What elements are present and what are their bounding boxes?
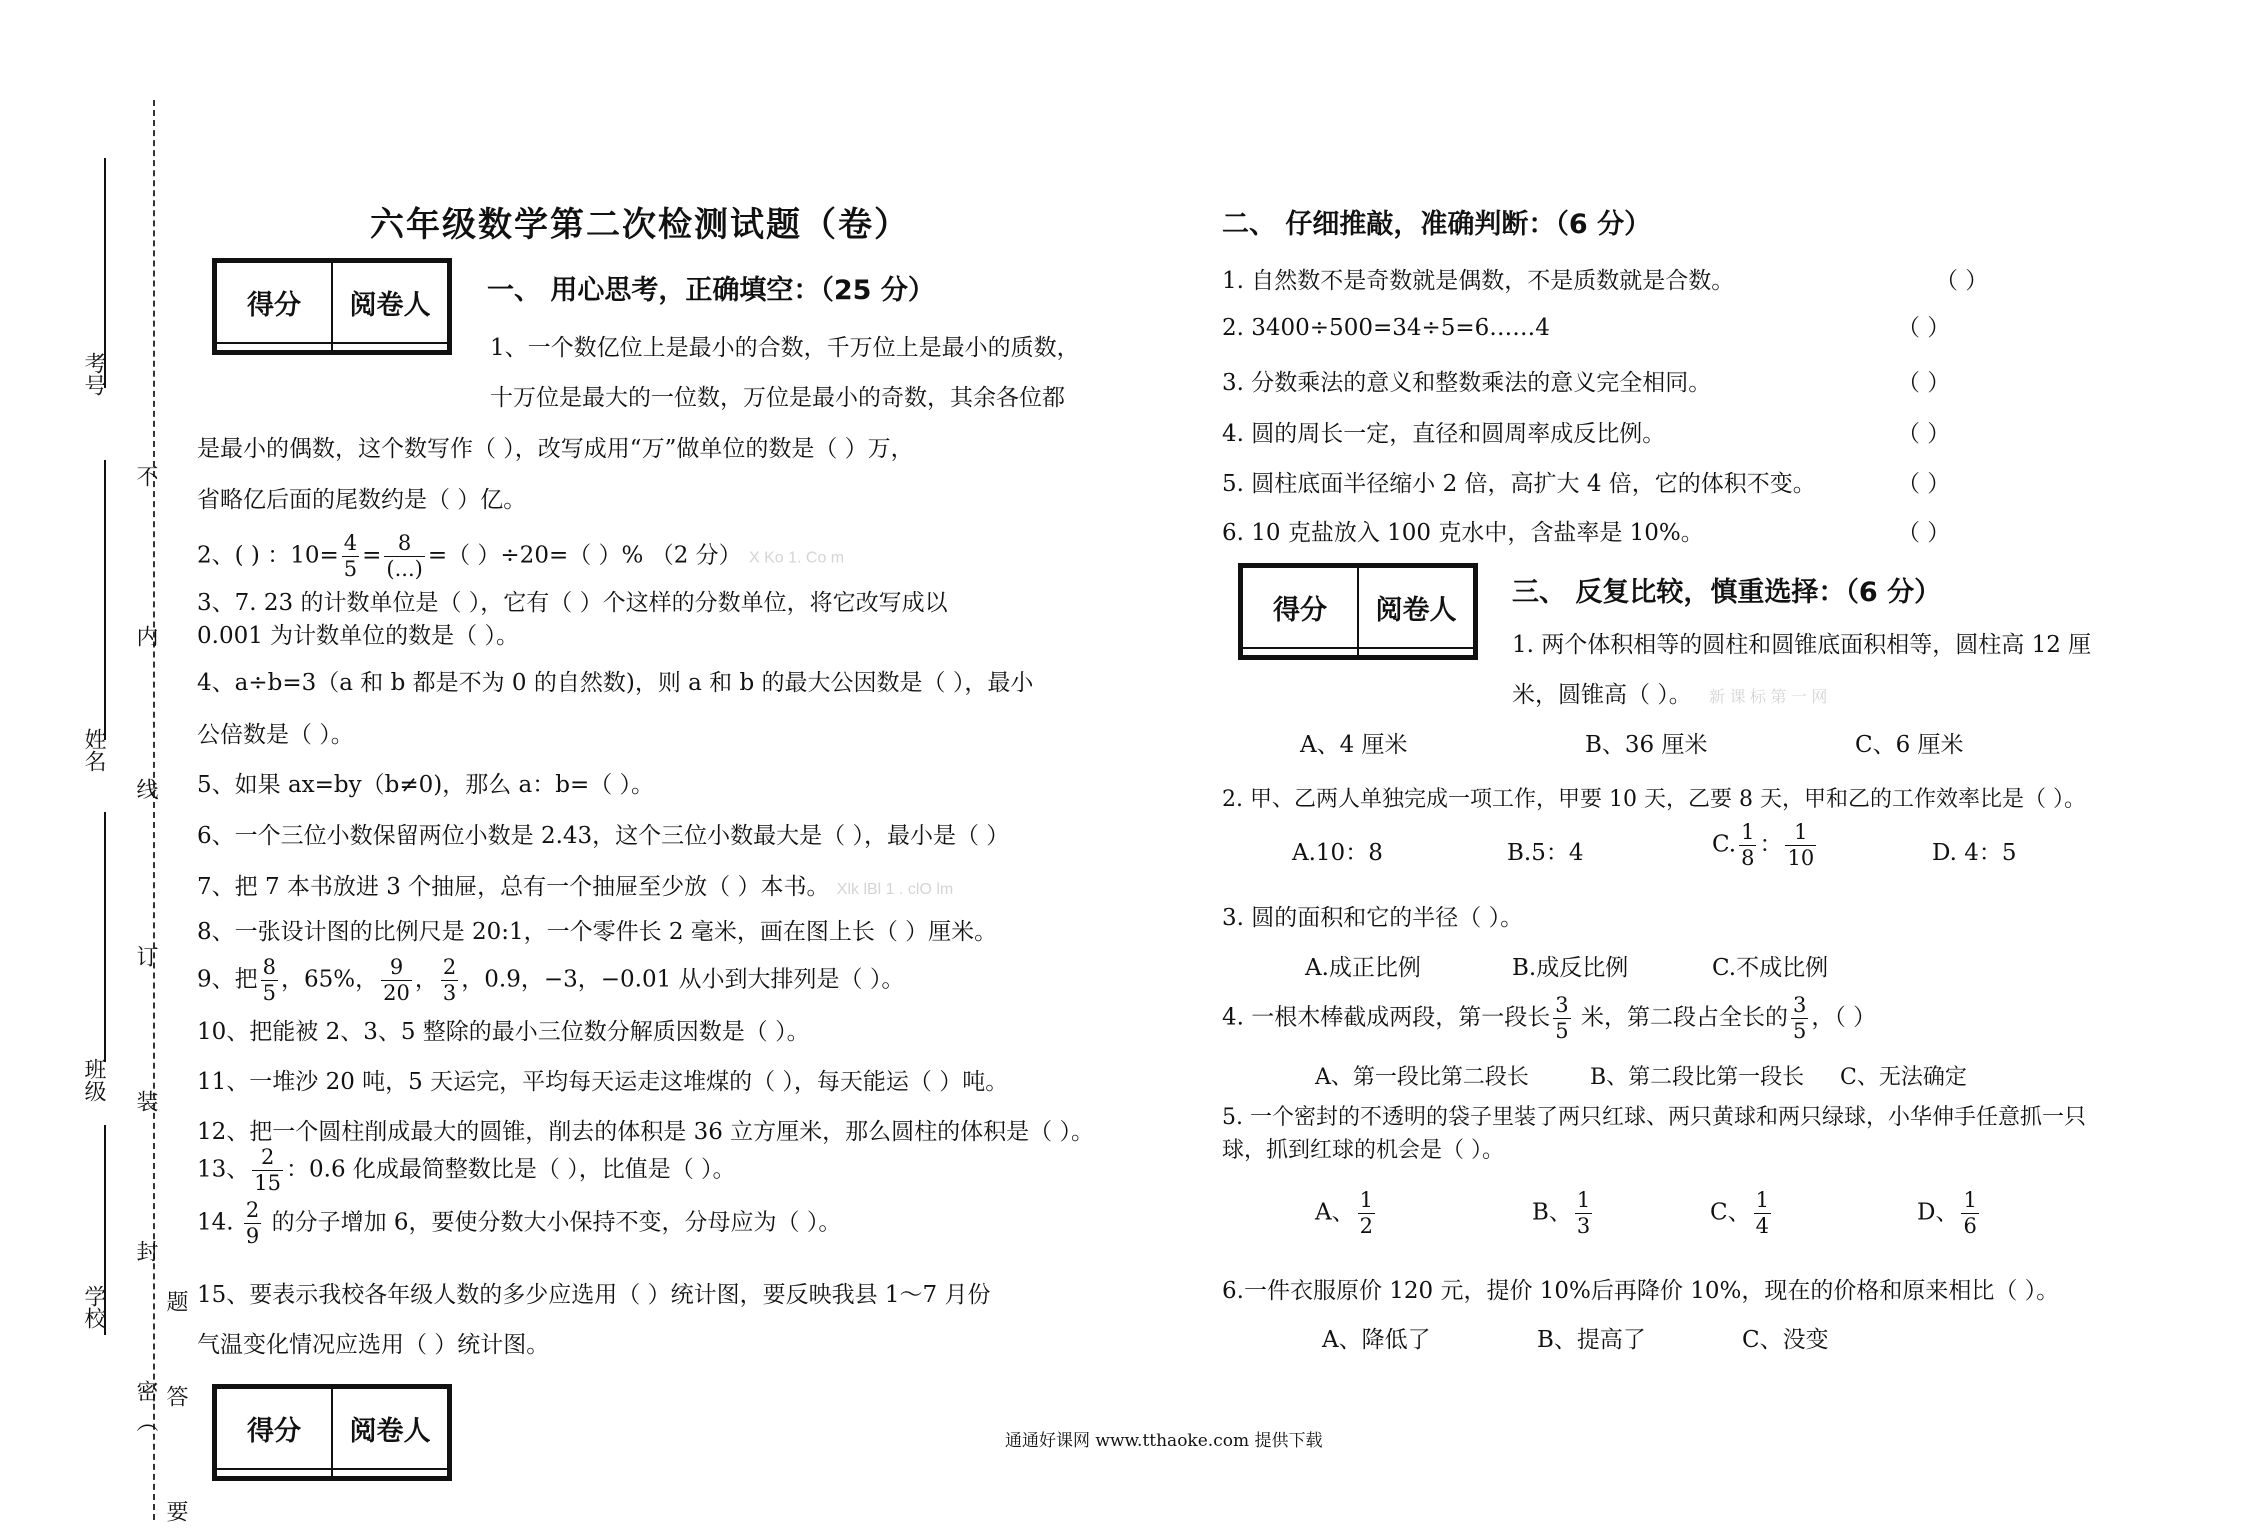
q7-text: 7、把 7 本书放进 3 个抽屉，总有一个抽屉至少放（ ）本书。 bbox=[197, 874, 830, 900]
score-label: 得分 bbox=[216, 1388, 332, 1469]
fraction-numerator: 1 bbox=[1963, 1188, 1977, 1212]
q13-text-a: 13、 bbox=[197, 1156, 250, 1183]
score-label: 得分 bbox=[216, 262, 332, 343]
label-school: 学校 bbox=[81, 1285, 106, 1329]
answer-paren[interactable]: （ ） bbox=[1897, 421, 1951, 447]
colon: ： bbox=[1759, 831, 1783, 858]
seal-char: 线 bbox=[133, 778, 158, 800]
answer-paren[interactable]: （ ） bbox=[1897, 520, 1951, 546]
fraction-denominator: 8 bbox=[1741, 846, 1755, 870]
q9-text-b: ，65%， bbox=[281, 966, 379, 993]
section1-heading: 一、 用心思考，正确填空：（25 分） bbox=[487, 275, 935, 306]
s3-q1-line2 bbox=[1512, 680, 1827, 713]
q1-line1: 1、一个数亿位上是最小的合数，千万位上是最小的质数， bbox=[490, 335, 1080, 361]
score-label: 得分 bbox=[1242, 567, 1358, 648]
fraction-denominator: 5 bbox=[1792, 1019, 1807, 1043]
s3-q1-text: 米，圆锥高（ ）。 bbox=[1512, 682, 1692, 708]
seal-char: 订 bbox=[133, 945, 158, 967]
fraction-numerator: 1 bbox=[1755, 1188, 1769, 1212]
q2-text-b: =（ ）÷20=（ ）% （2 分） bbox=[427, 542, 742, 569]
judge-item: 6. 10 克盐放入 100 克水中，含盐率是 10%。 bbox=[1222, 520, 1704, 546]
seal-char: 密 bbox=[133, 1380, 158, 1402]
option-label: A、 bbox=[1315, 1199, 1355, 1226]
s3-q1-line1: 1. 两个体积相等的圆柱和圆锥底面积相等，圆柱高 12 厘 bbox=[1512, 632, 2092, 658]
page-title: 六年级数学第二次检测试题（卷） bbox=[370, 205, 910, 245]
fraction-numerator: 3 bbox=[1555, 993, 1569, 1017]
s3-q4-text-a: 4. 一根木棒截成两段，第一段长 bbox=[1222, 1004, 1551, 1031]
fraction-numerator: 1 bbox=[1785, 822, 1816, 846]
q4-line2: 公倍数是（ ）。 bbox=[197, 722, 354, 748]
fraction-denominator: 3 bbox=[1576, 1214, 1591, 1238]
s3-q5-option[interactable] bbox=[1917, 1190, 1982, 1237]
seal-char: 要 bbox=[163, 1500, 188, 1522]
fraction-numerator: 2 bbox=[252, 1147, 283, 1171]
label-class: 班级 bbox=[81, 1058, 106, 1102]
fraction-numerator: 2 bbox=[245, 1198, 260, 1222]
watermark: 新 课 标 第 一 网 bbox=[1709, 689, 1828, 706]
s3-q4-text-b: 米，第二段占全长的 bbox=[1573, 1004, 1788, 1031]
score-box bbox=[1238, 563, 1478, 660]
reviewer-label: 阅卷人 bbox=[332, 1388, 448, 1469]
score-cell[interactable] bbox=[216, 1469, 332, 1477]
fraction-denominator: 9 bbox=[245, 1224, 260, 1248]
fraction-denominator: 15 bbox=[254, 1171, 282, 1195]
q1-line2: 十万位是最大的一位数，万位是最小的奇数，其余各位都 bbox=[490, 385, 1065, 411]
q2 bbox=[197, 533, 844, 580]
q5: 5、如果 ax=by（b≠0)，那么 a：b=（ ）。 bbox=[197, 772, 655, 798]
s3-q4 bbox=[1222, 995, 1876, 1042]
q14-text-b: 的分子增加 6，要使分数大小保持不变，分母应为（ ）。 bbox=[264, 1209, 842, 1236]
reviewer-cell[interactable] bbox=[332, 1469, 448, 1477]
binding-line-2 bbox=[104, 460, 106, 740]
watermark: X Ko 1. Co m bbox=[748, 549, 845, 567]
judge-item: 3. 分数乘法的意义和整数乘法的意义完全相同。 bbox=[1222, 370, 1712, 396]
fraction-denominator: 6 bbox=[1963, 1214, 1977, 1238]
score-box bbox=[212, 1384, 452, 1481]
option-label: D、 bbox=[1917, 1199, 1959, 1226]
s3-q5-line1: 5. 一个密封的不透明的袋子里装了两只红球、两只黄球和两只绿球，小华伸手任意抓一只 bbox=[1222, 1105, 2086, 1130]
fraction-numerator: 8 bbox=[262, 955, 277, 979]
fraction-numerator: 1 bbox=[1359, 1188, 1373, 1212]
q2-eq: = bbox=[362, 542, 382, 569]
fraction-denominator: 3 bbox=[442, 981, 457, 1005]
reviewer-cell[interactable] bbox=[1358, 648, 1474, 656]
q4-line1: 4、a÷b=3（a 和 b 都是不为 0 的自然数)，则 a 和 b 的最大公因数是（ ），最小 bbox=[197, 670, 1034, 696]
reviewer-cell[interactable] bbox=[332, 343, 448, 351]
answer-paren[interactable]: （ ） bbox=[1897, 370, 1951, 396]
binding-line-3 bbox=[104, 812, 106, 1062]
answer-paren[interactable]: （ ） bbox=[1897, 471, 1951, 497]
fraction-numerator: 3 bbox=[1792, 993, 1807, 1017]
seal-char: 不 bbox=[133, 465, 158, 487]
s3-q2-option[interactable]: D. 4：5 bbox=[1932, 840, 2017, 866]
s3-q5-option[interactable] bbox=[1710, 1190, 1774, 1237]
reviewer-label: 阅卷人 bbox=[332, 262, 448, 343]
watermark: Xlk lBl 1 . clO lm bbox=[836, 881, 954, 898]
s3-q4-option[interactable]: A、第一段比第二段长 bbox=[1315, 1065, 1529, 1090]
footer-credit: 通通好课网 www.tthaoke.com 提供下载 bbox=[1005, 1431, 1323, 1451]
s3-q6-option[interactable]: B、提高了 bbox=[1537, 1327, 1646, 1353]
q9-text-a: 9、把 bbox=[197, 966, 258, 993]
option-label: C、 bbox=[1710, 1199, 1751, 1226]
option-label: B、 bbox=[1532, 1199, 1572, 1226]
score-cell[interactable] bbox=[1242, 648, 1358, 656]
fraction-numerator: 8 bbox=[384, 533, 424, 557]
q9-text-c: ， bbox=[414, 966, 438, 993]
q3-line2: 0.001 为计数单位的数是（ ）。 bbox=[197, 623, 519, 649]
judge-item: 2. 3400÷500=34÷5=6……4 bbox=[1222, 315, 1550, 341]
fraction-numerator: 4 bbox=[343, 531, 358, 555]
q14 bbox=[197, 1200, 841, 1247]
answer-paren[interactable]: （ ） bbox=[1935, 268, 1989, 294]
answer-paren[interactable]: （ ） bbox=[1897, 315, 1951, 341]
s3-q6-option[interactable]: A、降低了 bbox=[1322, 1327, 1431, 1353]
q1-line4: 省略亿后面的尾数约是（ ）亿。 bbox=[197, 487, 527, 513]
fraction-denominator: 5 bbox=[1555, 1019, 1569, 1043]
q1-line3: 是最小的偶数，这个数写作（ ），改写成用“万”做单位的数是（ ）万， bbox=[197, 436, 914, 462]
s3-q2: 2. 甲、乙两人单独完成一项工作，甲要 10 天，乙要 8 天，甲和乙的工作效率比是（ ）。 bbox=[1222, 787, 2086, 812]
label-name: 姓名 bbox=[81, 728, 106, 772]
s3-q4-option[interactable]: B、第二段比第一段长 bbox=[1590, 1065, 1805, 1090]
q7 bbox=[197, 872, 953, 905]
q12: 12、把一个圆柱削成最大的圆锥，削去的体积是 36 立方厘米，那么圆柱的体积是（ ）。 bbox=[197, 1119, 1094, 1145]
s3-q2-option-c[interactable] bbox=[1712, 822, 1819, 869]
s3-q5-option[interactable] bbox=[1532, 1190, 1595, 1237]
s3-q5-option[interactable] bbox=[1315, 1190, 1378, 1237]
seal-char: （ bbox=[133, 1410, 158, 1432]
binding-dashed-line bbox=[153, 100, 155, 1520]
judge-item: 1. 自然数不是奇数就是偶数，不是质数就是合数。 bbox=[1222, 268, 1735, 294]
s3-q3-option[interactable]: A.成正比例 bbox=[1305, 955, 1421, 981]
q15-line1: 15、要表示我校各年级人数的多少应选用（ ）统计图，要反映我县 1～7 月份 bbox=[197, 1282, 991, 1308]
fraction-numerator: 1 bbox=[1576, 1188, 1591, 1212]
q10: 10、把能被 2、3、5 整除的最小三位数分解质因数是（ ）。 bbox=[197, 1019, 810, 1045]
s3-q2-option[interactable]: A.10：8 bbox=[1292, 840, 1383, 866]
section3-heading: 三、 反复比较，慎重选择：（6 分） bbox=[1512, 577, 1942, 608]
reviewer-label: 阅卷人 bbox=[1358, 567, 1474, 648]
option-label: C. bbox=[1712, 831, 1737, 858]
s3-q3-option[interactable]: C.不成比例 bbox=[1712, 955, 1829, 981]
q14-text-a: 14. bbox=[197, 1209, 241, 1236]
q8: 8、一张设计图的比例尺是 20:1，一个零件长 2 毫米，画在图上长（ ）厘米。 bbox=[197, 919, 998, 945]
s3-q5-line2: 球，抓到红球的机会是（ ）。 bbox=[1222, 1138, 1504, 1163]
fraction-denominator: 5 bbox=[343, 557, 358, 581]
q9-text-d: ，0.9，−3，−0.01 从小到大排列是（ ）。 bbox=[461, 966, 905, 993]
judge-item: 4. 圆的周长一定，直径和圆周率成反比例。 bbox=[1222, 421, 1666, 447]
q15-line2: 气温变化情况应选用（ ）统计图。 bbox=[197, 1332, 550, 1358]
s3-q3-option[interactable]: B.成反比例 bbox=[1512, 955, 1629, 981]
seal-char: 题 bbox=[163, 1290, 188, 1312]
s3-q4-option[interactable]: C、无法确定 bbox=[1840, 1065, 1967, 1090]
s3-q6-option[interactable]: C、没变 bbox=[1742, 1327, 1829, 1353]
fraction-denominator: 5 bbox=[262, 981, 277, 1005]
seal-char: 装 bbox=[133, 1090, 158, 1112]
q3-line1: 3、7. 23 的计数单位是（ ），它有（ ）个这样的分数单位，将它改写成以 bbox=[197, 590, 948, 616]
s3-q3: 3. 圆的面积和它的半径（ ）。 bbox=[1222, 905, 1524, 931]
judge-item: 5. 圆柱底面半径缩小 2 倍，高扩大 4 倍，它的体积不变。 bbox=[1222, 471, 1816, 497]
fraction-denominator: 4 bbox=[1755, 1214, 1769, 1238]
fraction-numerator: 2 bbox=[442, 955, 457, 979]
fraction-denominator: 20 bbox=[383, 981, 410, 1005]
score-cell[interactable] bbox=[216, 343, 332, 351]
fraction-numerator: 1 bbox=[1741, 820, 1755, 844]
s3-q6: 6.一件衣服原价 120 元，提价 10%后再降价 10%，现在的价格和原来相比（ ）。 bbox=[1222, 1278, 2060, 1304]
fraction-denominator: (...) bbox=[386, 557, 423, 581]
seal-char: 封 bbox=[133, 1240, 158, 1262]
section2-heading: 二、 仔细推敲，准确判断：（6 分） bbox=[1222, 209, 1652, 240]
q9 bbox=[197, 957, 904, 1004]
q11: 11、一堆沙 20 吨，5 天运完，平均每天运走这堆煤的（ ），每天能运（ ）吨。 bbox=[197, 1069, 1009, 1095]
seal-char: 内 bbox=[133, 625, 158, 647]
fraction-denominator: 2 bbox=[1359, 1214, 1373, 1238]
s3-q1-option[interactable]: A、4 厘米 bbox=[1300, 732, 1408, 758]
q13-text-b: ：0.6 化成最简整数比是（ ），比值是（ ）。 bbox=[286, 1156, 736, 1183]
s3-q4-text-c: ，（ ） bbox=[1811, 1004, 1877, 1031]
q13 bbox=[197, 1147, 736, 1194]
fraction-numerator: 9 bbox=[381, 957, 412, 981]
s3-q2-option[interactable]: B.5：4 bbox=[1507, 840, 1584, 866]
s3-q1-option[interactable]: C、6 厘米 bbox=[1855, 732, 1964, 758]
label-exam-number: 考号 bbox=[81, 352, 106, 396]
seal-char: 答 bbox=[163, 1385, 188, 1407]
fraction-denominator: 10 bbox=[1787, 846, 1815, 870]
s3-q1-option[interactable]: B、36 厘米 bbox=[1585, 732, 1708, 758]
score-box bbox=[212, 258, 452, 355]
q6: 6、一个三位小数保留两位小数是 2.43，这个三位小数最大是（ ），最小是（ ） bbox=[197, 823, 1010, 849]
q2-text-a: 2、( ) ：10= bbox=[197, 542, 339, 569]
